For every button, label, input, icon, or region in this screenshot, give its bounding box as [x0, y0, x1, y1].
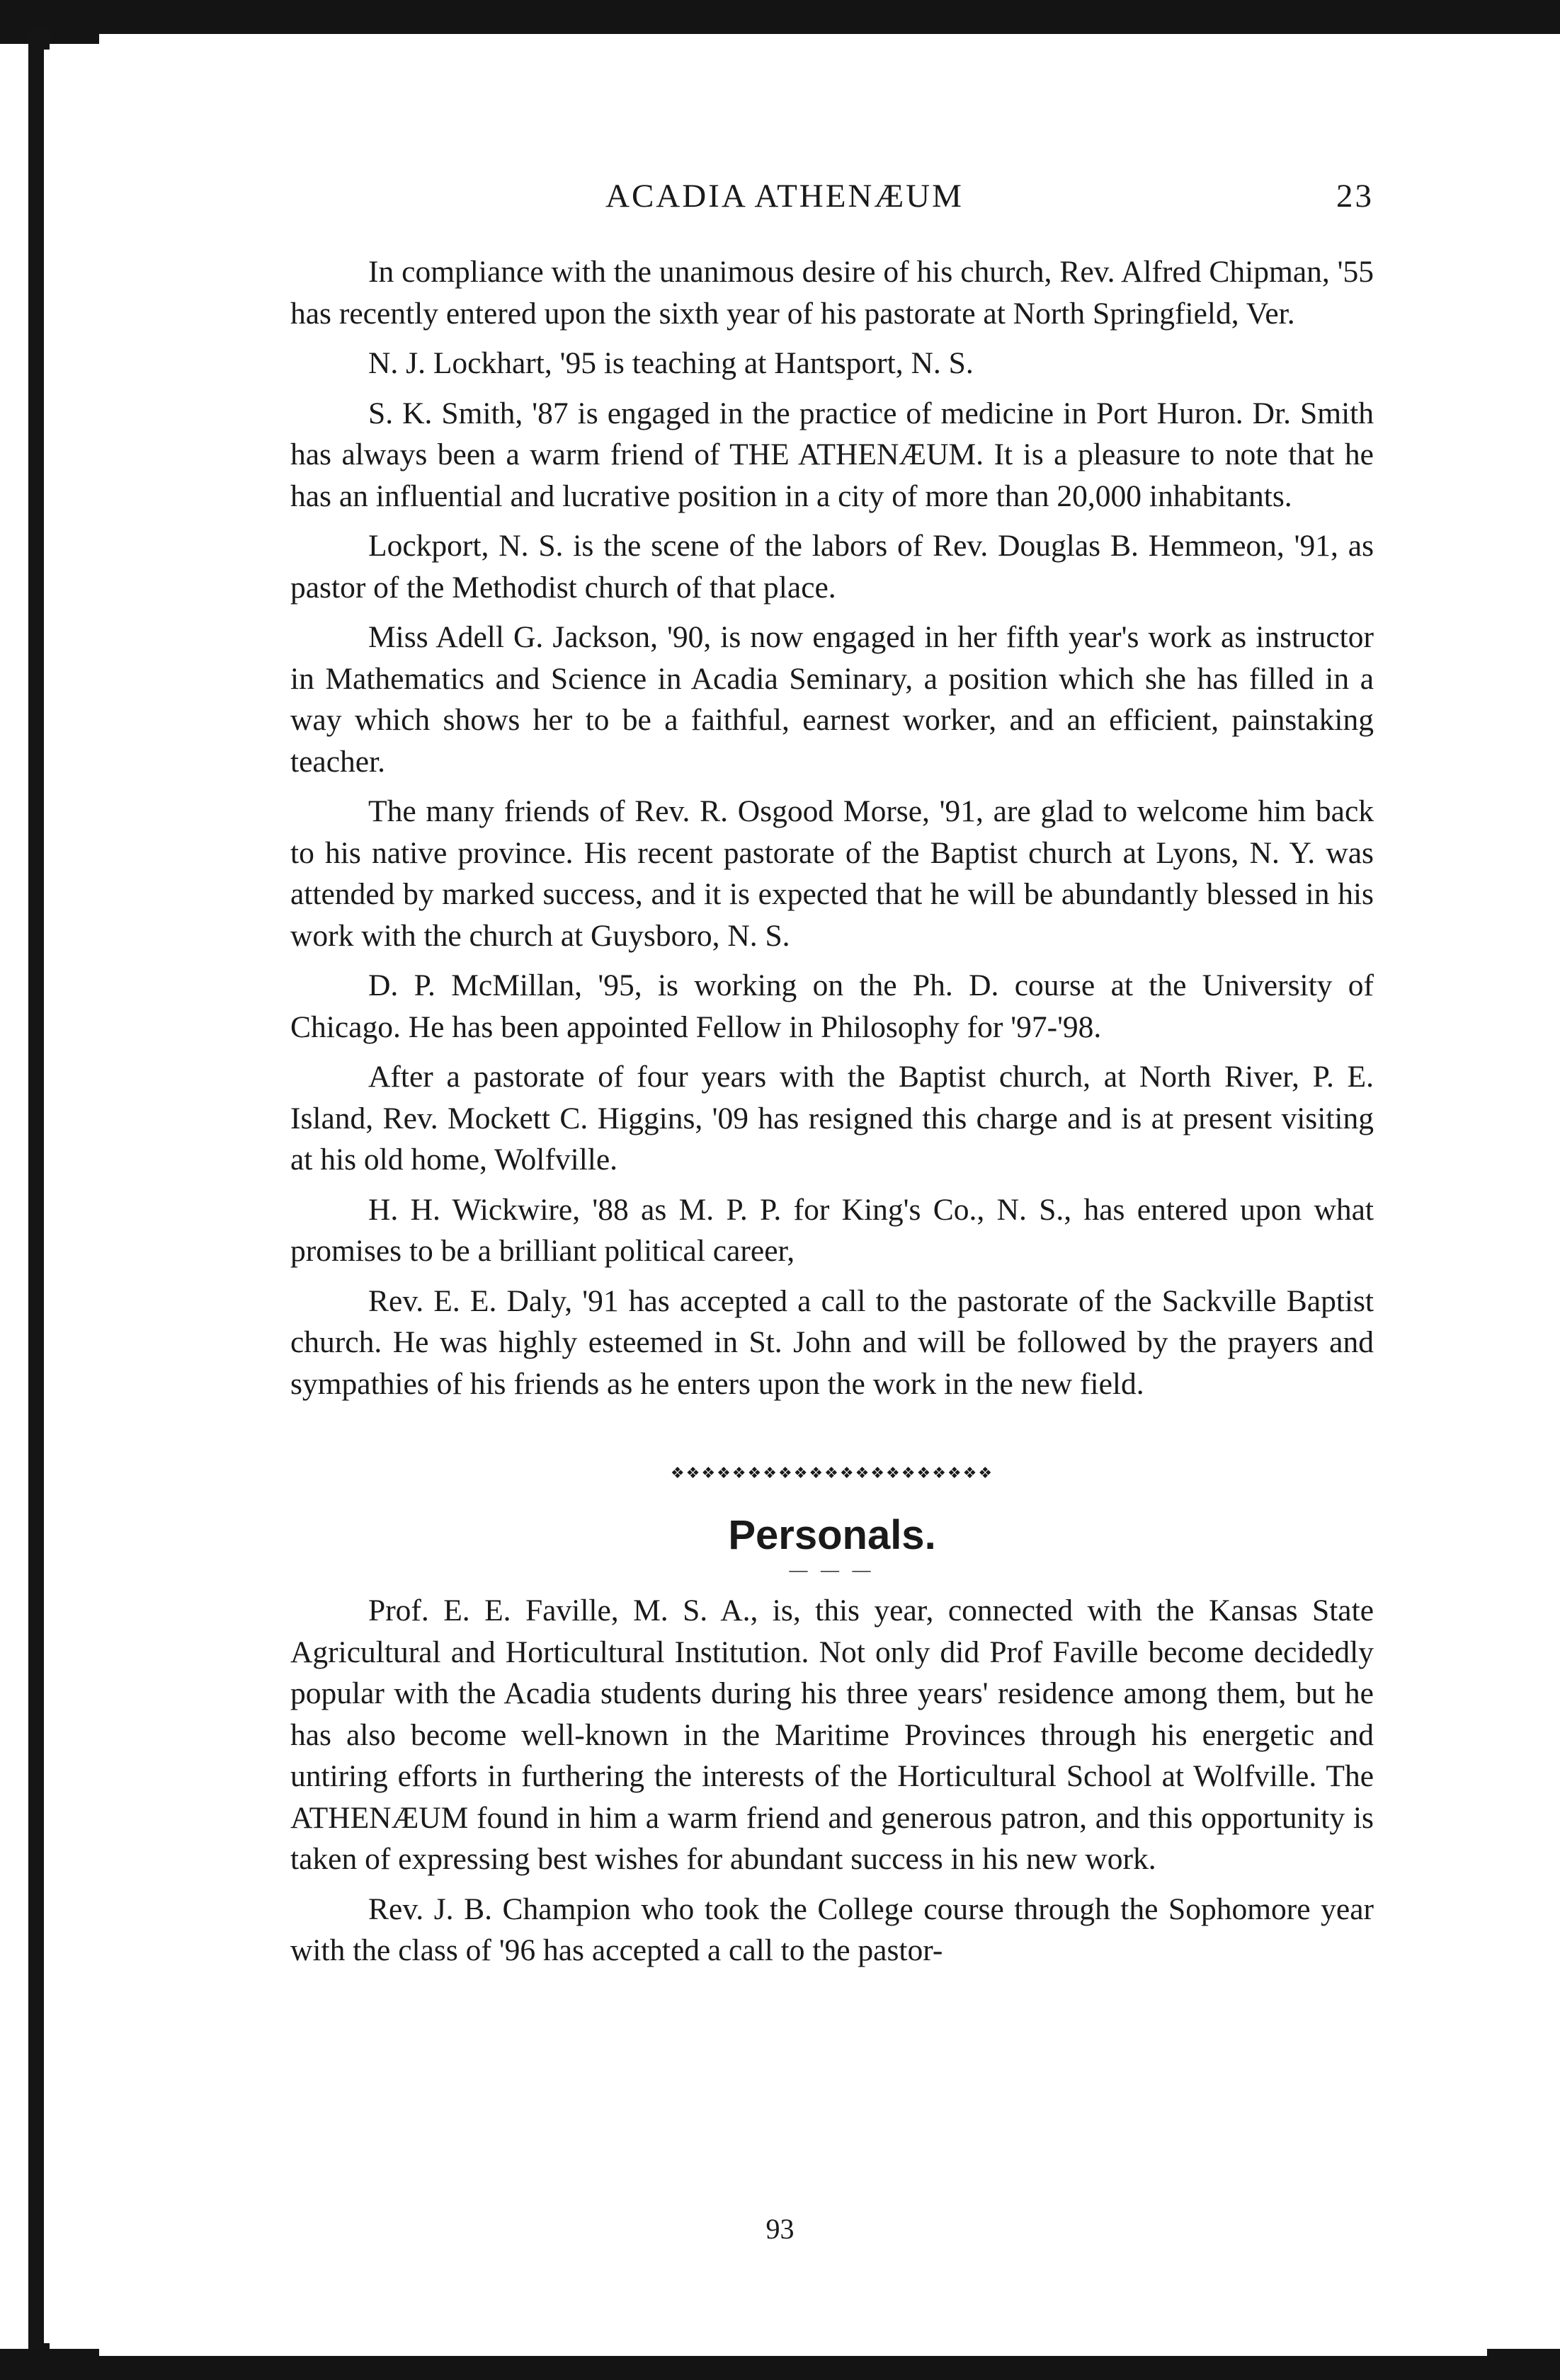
paragraph: Rev. J. B. Champion who took the College course through the Sophomore year with the class of '96 has accepted a call to the pastor-	[290, 1892, 1374, 1967]
section-title: Personals.	[728, 1512, 936, 1558]
paragraph: In compliance with the unanimous desire of his church, Rev. Alfred Chipman, '55 has recently entered upon the sixth year of his pastorate at North Springfield, Ver.	[290, 255, 1374, 331]
page-number: 23	[1336, 178, 1374, 214]
paragraph: Rev. E. E. Daly, '91 has accepted a call to the pastorate of the Sackville Baptist church. He was highly esteemed in St. John and will be followed by the prayers and sympathies of his friends as he enters upon the work in the new field.	[290, 1283, 1374, 1401]
paragraph: The many friends of Rev. R. Osgood Morse, '91, are glad to welcome him back to his native province. His recent pastorate of the Baptist church at Lyons, N. Y. was attended by marked success, and it is expected that he will be abundantly blessed in his work with the church at Guysboro, N. S.	[290, 794, 1374, 953]
paragraph: After a pastorate of four years with the Baptist church, at North River, P. E. Island, Rev. Mockett C. Higgins, '09 has resigned this charge and is at present visiting at his old home, Wolfville.	[290, 1060, 1374, 1177]
paragraph: Miss Adell G. Jackson, '90, is now engaged in her fifth year's work as instructor in Mathematics and Science in Acadia Seminary, a position which she has filled in a way which shows her to be a faithful, earnest worker, and an efficient, painstaking teacher.	[290, 620, 1374, 779]
decorative-ornament-divider: ❖❖❖❖❖❖❖❖❖❖❖❖❖❖❖❖❖❖❖❖❖	[670, 1464, 994, 1482]
article-body	[290, 251, 1374, 1980]
paragraph: Lockport, N. S. is the scene of the labors of Rev. Douglas B. Hemmeon, '91, as pastor of the Methodist church of that place.	[290, 529, 1374, 605]
running-head	[290, 177, 1374, 219]
title-underline-rule: — — —	[789, 1560, 875, 1580]
paragraph: H. H. Wickwire, '88 as M. P. P. for King's Co., N. S., has entered upon what promises to be a brilliant political career,	[290, 1192, 1374, 1268]
bottom-border-gap	[99, 2349, 1487, 2356]
paragraph: D. P. McMillan, '95, is working on the Ph. D. course at the University of Chicago. He has been appointed Fellow in Philosophy for '97-'98.	[290, 968, 1374, 1044]
left-border-gap	[44, 50, 51, 2343]
top-border-gap	[99, 34, 1560, 50]
paragraph: S. K. Smith, '87 is engaged in the practice of medicine in Port Huron. Dr. Smith has always been a warm friend of THE ATHENÆUM. It is a pleasure to note that he has an influential and lucrative position in a city of more than 20,000 inhabitants.	[290, 396, 1374, 513]
paragraph: Prof. E. E. Faville, M. S. A., is, this year, connected with the Kansas State Agricultural and Horticultural Institution. Not only did Prof Faville become decidedly popular with the Acadia students during his three years' residence among them, but he has also become well-known in the Maritime Provinces through his energetic and untiring efforts in furthering the interests of the Horticultural School at Wolfville. The ATHENÆUM found in him a warm friend and generous patron, and this opportunity is taken of expressing best wishes for abundant success in his new work.	[290, 1594, 1374, 1876]
paragraph: N. J. Lockhart, '95 is teaching at Hantsport, N. S.	[368, 346, 974, 380]
folio-number: 93	[765, 2213, 795, 2245]
running-title: ACADIA ATHENÆUM	[605, 178, 964, 214]
